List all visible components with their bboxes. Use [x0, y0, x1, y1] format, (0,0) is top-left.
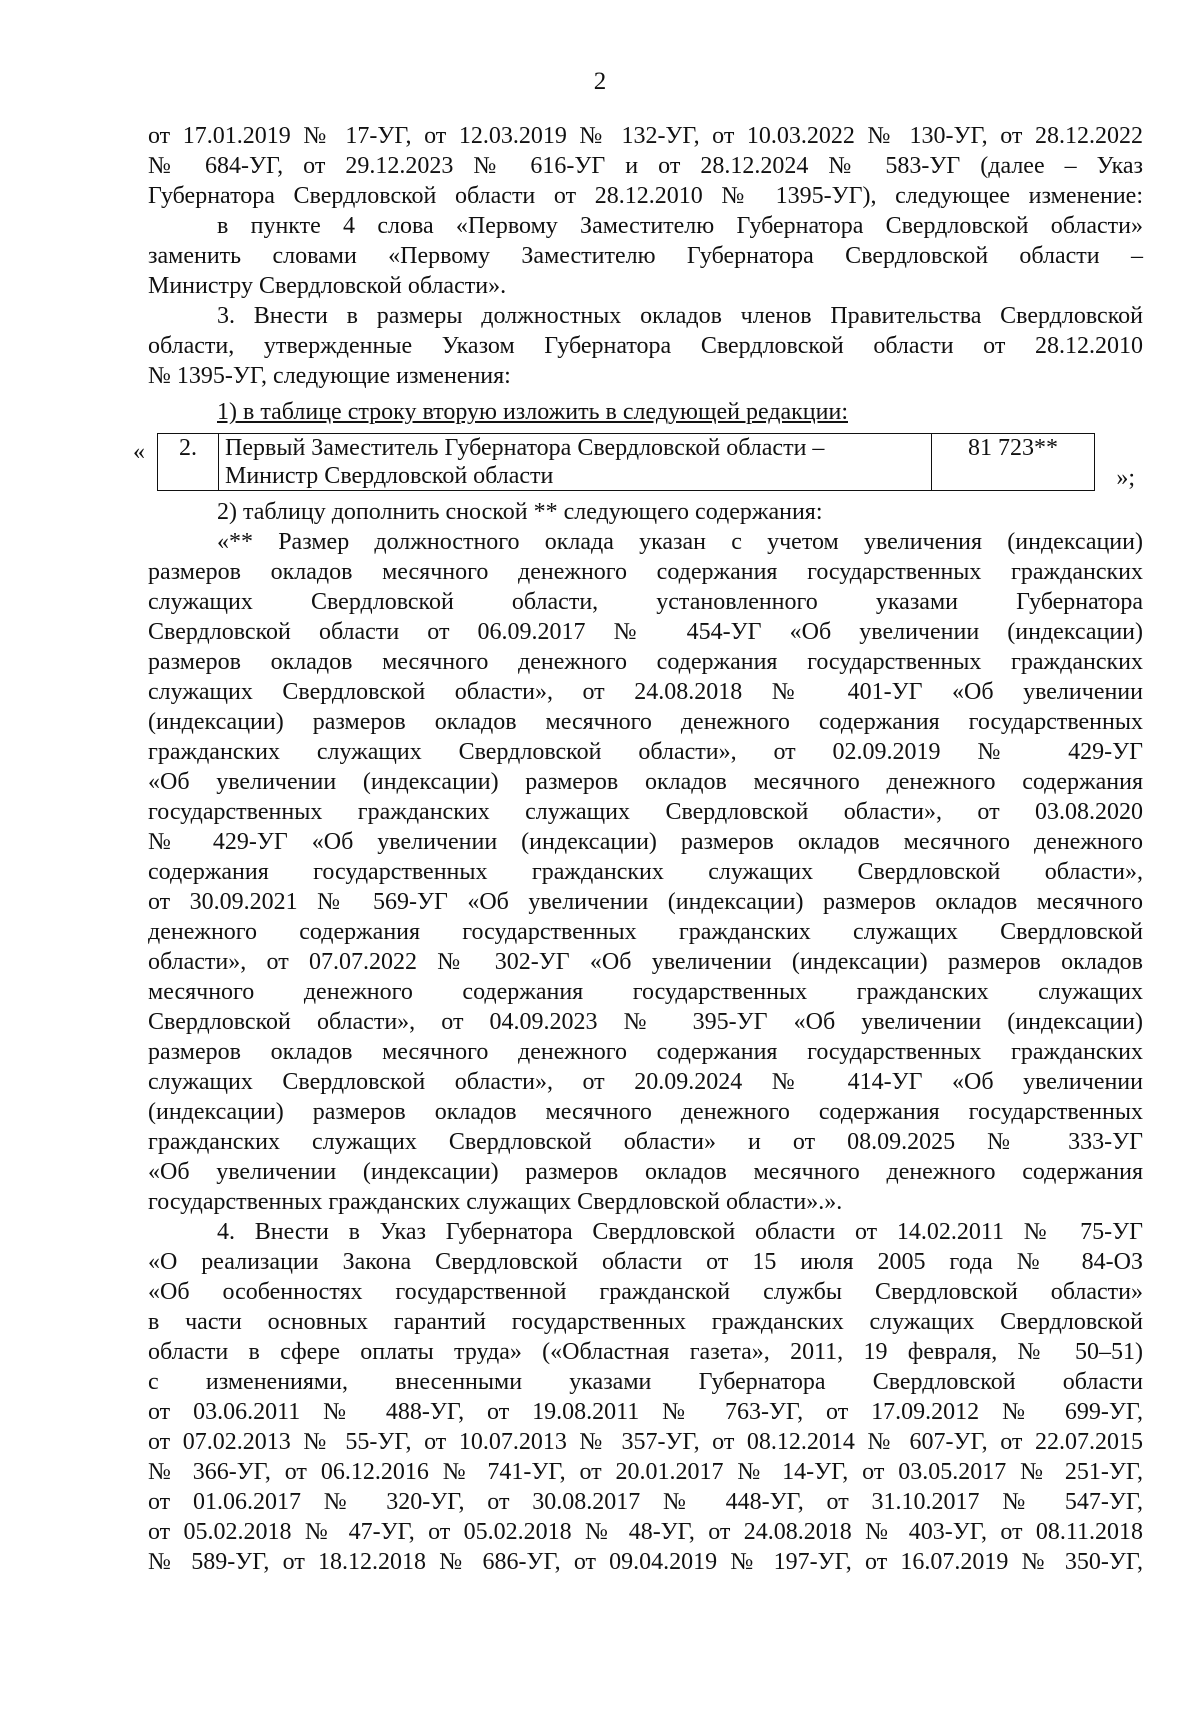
table-cell-position — [219, 434, 932, 491]
text-line: от 01.06.2017 № 320-УГ, от 30.08.2017 № 448-УГ, от 31.10.2017 № 547-УГ, — [148, 1489, 1143, 1515]
text-line: денежного содержания государственных гражданских служащих Свердловской — [148, 919, 1143, 945]
text-line: области», от 07.07.2022 № 302-УГ «Об увеличении (индексации) размеров окладов — [148, 949, 1143, 975]
text-line: № 429-УГ «Об увеличении (индексации) размеров окладов месячного денежного — [148, 829, 1143, 855]
text-line: от 05.02.2018 № 47-УГ, от 05.02.2018 № 48-УГ, от 24.08.2018 № 403-УГ, от 08.11.2018 — [148, 1519, 1143, 1545]
text-line: № 366-УГ, от 06.12.2016 № 741-УГ, от 20.01.2017 № 14-УГ, от 03.05.2017 № 251-УГ, — [148, 1459, 1143, 1485]
text-line: № 684-УГ, от 29.12.2023 № 616-УГ и от 28.12.2024 № 583-УГ (далее – Указ — [148, 153, 1143, 179]
text-line: Свердловской области от 06.09.2017 № 454-УГ «Об увеличении (индексации) — [148, 619, 1143, 645]
text-line: от 17.01.2019 № 17-УГ, от 12.03.2019 № 132-УГ, от 10.03.2022 № 130-УГ, от 28.12.2022 — [148, 123, 1143, 149]
text-line: размеров окладов месячного денежного содержания государственных гражданских — [148, 559, 1143, 585]
text-line: от 30.09.2021 № 569-УГ «Об увеличении (индексации) размеров окладов месячного — [148, 889, 1143, 915]
text-line: 1) в таблице строку вторую изложить в следующей редакции: — [217, 399, 848, 425]
text-line: заменить словами «Первому Заместителю Губернатора Свердловской области – — [148, 243, 1143, 269]
text-line: (индексации) размеров окладов месячного денежного содержания государственных — [148, 709, 1143, 735]
close-quote: »; — [1116, 465, 1135, 491]
text-line: области, утвержденные Указом Губернатора Свердловской области от 28.12.2010 — [148, 333, 1143, 359]
text-line: 4. Внести в Указ Губернатора Свердловской области от 14.02.2011 № 75-УГ — [217, 1219, 1143, 1245]
text-line: № 1395-УГ, следующие изменения: — [148, 363, 511, 389]
text-line: месячного денежного содержания государственных гражданских служащих — [148, 979, 1143, 1005]
text-line: 3. Внести в размеры должностных окладов членов Правительства Свердловской — [217, 303, 1143, 329]
text-line: «Об увеличении (индексации) размеров окладов месячного денежного содержания — [148, 1159, 1143, 1185]
text-line: от 03.06.2011 № 488-УГ, от 19.08.2011 № 763-УГ, от 17.09.2012 № 699-УГ, — [148, 1399, 1143, 1425]
text-line: с изменениями, внесенными указами Губернатора Свердловской области — [148, 1369, 1143, 1395]
text-line: № 589-УГ, от 18.12.2018 № 686-УГ, от 09.04.2019 № 197-УГ, от 16.07.2019 № 350-УГ, — [148, 1549, 1143, 1575]
text-line: служащих Свердловской области, установленного указами Губернатора — [148, 589, 1143, 615]
text-line: гражданских служащих Свердловской области» и от 08.09.2025 № 333-УГ — [148, 1129, 1143, 1155]
text-line: Губернатора Свердловской области от 28.12.2010 № 1395-УГ), следующее изменение: — [148, 183, 1143, 209]
text-line: размеров окладов месячного денежного содержания государственных гражданских — [148, 649, 1143, 675]
position-line: Первый Заместитель Губернатора Свердловской области – — [225, 435, 825, 461]
text-line: 2) таблицу дополнить сноской ** следующего содержания: — [217, 499, 823, 525]
text-line: содержания государственных гражданских служащих Свердловской области», — [148, 859, 1143, 885]
amendment-table — [157, 433, 1095, 491]
text-line: области в сфере оплаты труда» («Областная газета», 2011, 19 февраля, № 50–51) — [148, 1339, 1143, 1365]
page-number: 2 — [593, 68, 607, 95]
text-line: «Об увеличении (индексации) размеров окладов месячного денежного содержания — [148, 769, 1143, 795]
text-line: государственных гражданских служащих Свердловской области», от 03.08.2020 — [148, 799, 1143, 825]
text-line: от 07.02.2013 № 55-УГ, от 10.07.2013 № 357-УГ, от 08.12.2014 № 607-УГ, от 22.07.2015 — [148, 1429, 1143, 1455]
text-line: «** Размер должностного оклада указан с учетом увеличения (индексации) — [217, 529, 1143, 555]
text-line: «О реализации Закона Свердловской области от 15 июля 2005 года № 84-ОЗ — [148, 1249, 1143, 1275]
text-line: гражданских служащих Свердловской области», от 02.09.2019 № 429-УГ — [148, 739, 1143, 765]
text-line: государственных гражданских служащих Свердловской области».». — [148, 1189, 843, 1215]
text-line: служащих Свердловской области», от 24.08.2018 № 401-УГ «Об увеличении — [148, 679, 1143, 705]
text-line: в части основных гарантий государственных гражданских служащих Свердловской — [148, 1309, 1143, 1335]
text-line: размеров окладов месячного денежного содержания государственных гражданских — [148, 1039, 1143, 1065]
text-line: Свердловской области», от 04.09.2023 № 395-УГ «Об увеличении (индексации) — [148, 1009, 1143, 1035]
table-row — [158, 434, 1095, 491]
table-cell-salary: 81 723** — [932, 434, 1095, 491]
text-line: служащих Свердловской области», от 20.09.2024 № 414-УГ «Об увеличении — [148, 1069, 1143, 1095]
text-line: (индексации) размеров окладов месячного денежного содержания государственных — [148, 1099, 1143, 1125]
open-quote: « — [133, 439, 145, 465]
amendment-table-block — [133, 431, 1143, 496]
text-line: Министру Свердловской области». — [148, 273, 507, 299]
position-line: Министр Свердловской области — [225, 463, 554, 489]
text-line: «Об особенностях государственной гражданской службы Свердловской области» — [148, 1279, 1143, 1305]
text-line: в пункте 4 слова «Первому Заместителю Губернатора Свердловской области» — [217, 213, 1143, 239]
table-cell-number: 2. — [158, 434, 219, 491]
